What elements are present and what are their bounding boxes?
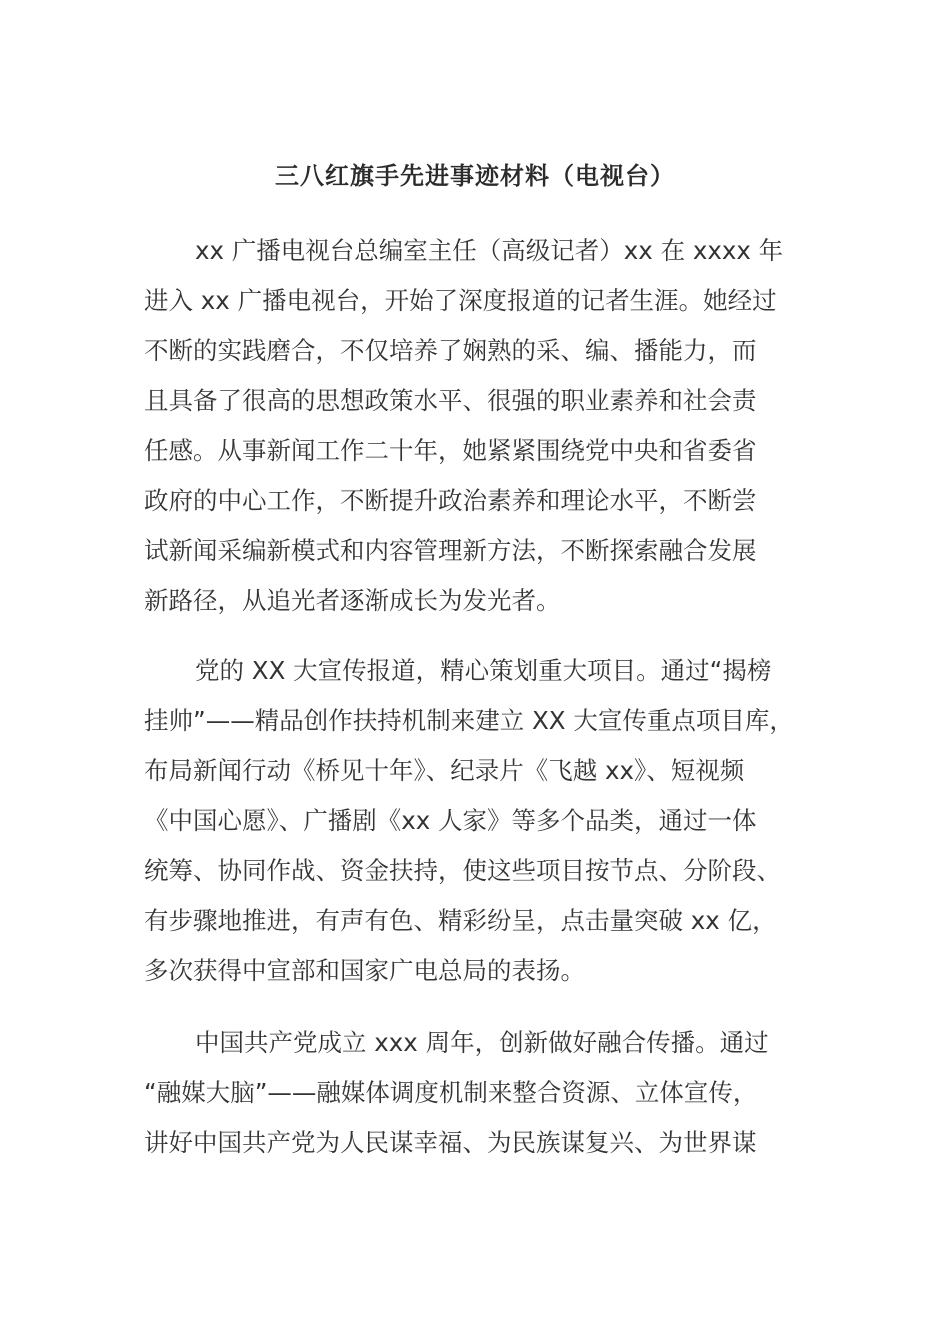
paragraph-3-line-2: “融媒大脑”——融媒体调度机制来整合资源、立体宣传， — [144, 1078, 758, 1107]
paragraph-3-line-1: 中国共产党成立 xxx 周年，创新做好融合传播。通过 — [195, 1028, 769, 1057]
paragraph-2-line-7: 多次获得中宣部和国家广电总局的表扬。 — [144, 956, 585, 985]
paragraph-1-line-1: xx 广播电视台总编室主任（高级记者）xx 在 xxxx 年 — [195, 236, 784, 265]
paragraph-2-line-1: 党的 XX 大宣传报道，精心策划重大项目。通过“揭榜 — [195, 656, 772, 685]
paragraph-1-line-4: 且具备了很高的思想政策水平、很强的职业素养和社会责 — [144, 386, 757, 415]
paragraph-2-line-2: 挂帅”——精品创作扶持机制来建立 XX 大宣传重点项目库， — [144, 706, 794, 735]
paragraph-2-line-5: 统筹、协同作战、资金扶持，使这些项目按节点、分阶段、 — [144, 856, 781, 885]
paragraph-1-line-2: 进入 xx 广播电视台，开始了深度报道的记者生涯。她经过 — [144, 286, 777, 315]
paragraph-2-line-6: 有步骤地推进，有声有色、精彩纷呈，点击量突破 xx 亿， — [144, 906, 777, 935]
paragraph-3-line-3: 讲好中国共产党为人民谋幸福、为民族谋复兴、为世界谋 — [144, 1128, 757, 1157]
paragraph-1-line-7: 试新闻采编新模式和内容管理新方法，不断探索融合发展 — [144, 536, 757, 565]
paragraph-1-line-5: 任感。从事新闻工作二十年，她紧紧围绕党中央和省委省 — [144, 436, 757, 465]
paragraph-2-line-4: 《中国心愿》、广播剧《xx 人家》等多个品类，通过一体 — [144, 806, 757, 835]
paragraph-1-line-6: 政府的中心工作，不断提升政治素养和理论水平，不断尝 — [144, 486, 757, 515]
paragraph-1-line-8: 新路径，从追光者逐渐成长为发光者。 — [144, 586, 561, 615]
document-title: 三八红旗手先进事迹材料（电视台） — [275, 162, 675, 190]
paragraph-2-line-3: 布局新闻行动《桥见十年》、纪录片《飞越 xx》、短视频 — [144, 756, 745, 785]
paragraph-1-line-3: 不断的实践磨合，不仅培养了娴熟的采、编、播能力，而 — [144, 336, 757, 365]
